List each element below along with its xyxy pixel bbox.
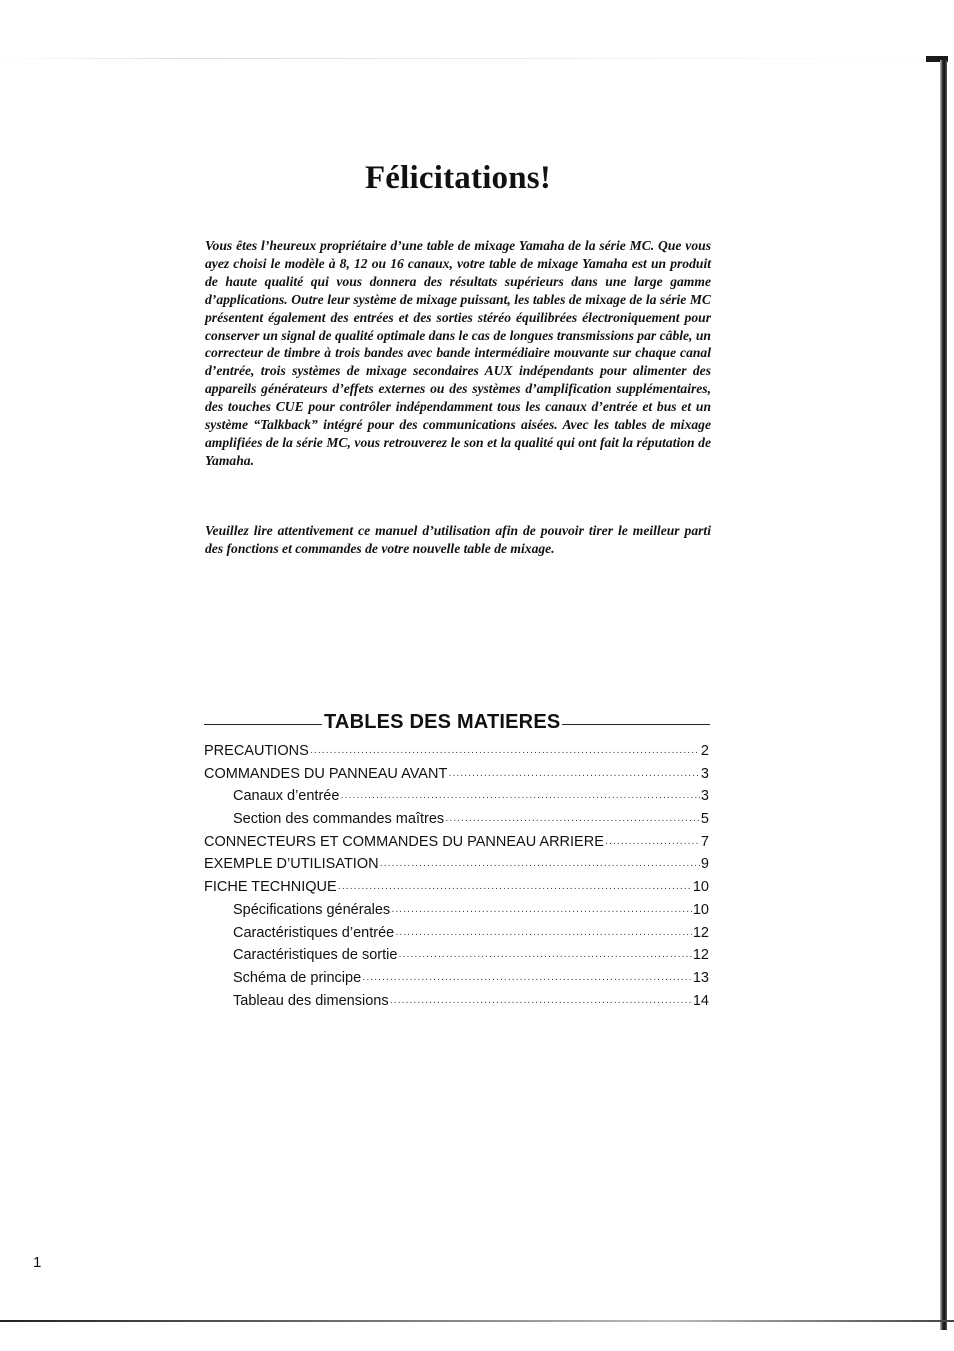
toc-entry-page: 9 bbox=[700, 856, 709, 873]
toc-entry[interactable] bbox=[204, 856, 709, 879]
toc-entry-page: 12 bbox=[692, 947, 709, 964]
toc-subentry[interactable] bbox=[204, 902, 709, 925]
toc-subentry[interactable] bbox=[204, 925, 709, 948]
toc-leader-dots bbox=[362, 974, 692, 985]
toc-leader-dots bbox=[448, 770, 700, 781]
toc-heading bbox=[204, 711, 710, 734]
toc-leader-dots bbox=[380, 860, 700, 871]
toc-entry-label: Spécifications générales bbox=[233, 901, 391, 918]
toc-entry-page: 5 bbox=[700, 811, 709, 828]
toc-entry-page: 13 bbox=[692, 969, 709, 986]
toc-entry-page: 7 bbox=[700, 833, 709, 850]
scan-right-edge bbox=[940, 60, 947, 1330]
toc-subentry[interactable] bbox=[204, 811, 709, 834]
toc-entry-label: CONNECTEURS ET COMMANDES DU PANNEAU ARRIERE bbox=[204, 833, 604, 850]
scan-bottom-edge bbox=[0, 1320, 954, 1322]
toc-entry-label: Schéma de principe bbox=[233, 969, 362, 986]
toc-entry-page: 3 bbox=[700, 765, 709, 782]
toc-leader-dots bbox=[395, 929, 692, 940]
toc-entry-label: Tableau des dimensions bbox=[233, 992, 389, 1009]
toc-entry[interactable] bbox=[204, 879, 709, 902]
toc-title: TABLES DES MATIERES bbox=[324, 711, 561, 733]
toc-entry-page: 14 bbox=[692, 992, 709, 1009]
scan-top-line bbox=[0, 58, 930, 59]
toc-entry-page: 10 bbox=[692, 879, 709, 896]
toc-entry-page: 2 bbox=[700, 743, 709, 759]
toc-entry-label: COMMANDES DU PANNEAU AVANT bbox=[204, 765, 448, 782]
toc-subentry[interactable] bbox=[204, 947, 709, 970]
toc-entry-label: EXEMPLE D’UTILISATION bbox=[204, 856, 379, 873]
toc-leader-dots bbox=[390, 997, 692, 1008]
page-number: 1 bbox=[33, 1254, 42, 1271]
toc-subentry[interactable] bbox=[204, 788, 709, 811]
toc-heading-rule-right bbox=[562, 724, 710, 725]
toc-entry-page: 3 bbox=[700, 788, 709, 805]
intro-paragraph-2: Veuillez lire attentivement ce manuel d’utilisation afin de pouvoir tirer le meilleur parti des fonctions et commandes de votre nouvelle table de mixage. bbox=[205, 523, 711, 556]
page-title: Félicitations! bbox=[364, 160, 552, 196]
toc-entry-label: Caractéristiques d’entrée bbox=[233, 924, 395, 941]
toc-entry-label: Caractéristiques de sortie bbox=[233, 947, 398, 964]
toc-leader-dots bbox=[391, 906, 692, 917]
toc-heading-rule-left bbox=[204, 724, 322, 725]
toc-subentry[interactable] bbox=[204, 993, 709, 1016]
toc-entry-page: 10 bbox=[692, 901, 709, 918]
toc-leader-dots bbox=[398, 951, 691, 962]
intro-paragraph-1: Vous êtes l’heureux propriétaire d’une table de mixage Yamaha de la série MC. Que vous ayez choisi le modèle à 8, 12 ou 16 canaux, votre table de mixage Yamaha est un produit de haute qualité qui vous donnera des résultats supérieurs dans une large gamme d’applications. Outre leur système de mixage puissant, les tables de mixage de la série MC présentent également des entrées et des sorties stéréo équilibrées électroniquement pour conserver un signal de qualité optimale dans le cas de longues transmissions par câble, un correcteur de timbre à trois bandes avec bande intermédiaire mouvante sur chaque canal d’entrée, trois systèmes de mixage secondaires AUX indépendants pour alimenter des appareils générateurs d’effets externes ou des systèmes d’amplification supplémentaires, des touches CUE pour contrôler indépendamment tous les canaux d’entrée et bus et un système “Talkback” intégré pour des communications aisées. Avec les tables de mixage amplifiées de la série MC, vous retrouverez le son et la qualité qui ont fait la réputation de Yamaha. bbox=[205, 238, 711, 468]
toc-entry[interactable] bbox=[204, 743, 709, 766]
table-of-contents bbox=[204, 743, 709, 1015]
toc-entry-label: FICHE TECHNIQUE bbox=[204, 879, 337, 896]
toc-leader-dots bbox=[340, 792, 700, 803]
toc-leader-dots bbox=[605, 838, 700, 849]
toc-subentry[interactable] bbox=[204, 970, 709, 993]
toc-leader-dots bbox=[445, 815, 700, 826]
toc-entry-label: Canaux d’entrée bbox=[233, 788, 340, 805]
toc-leader-dots bbox=[310, 747, 700, 758]
toc-entry[interactable] bbox=[204, 834, 709, 857]
toc-entry-label: Section des commandes maîtres bbox=[233, 811, 445, 828]
toc-leader-dots bbox=[338, 883, 692, 894]
toc-entry-page: 12 bbox=[692, 924, 709, 941]
toc-entry-label: PRECAUTIONS bbox=[204, 743, 309, 759]
toc-entry[interactable] bbox=[204, 766, 709, 789]
